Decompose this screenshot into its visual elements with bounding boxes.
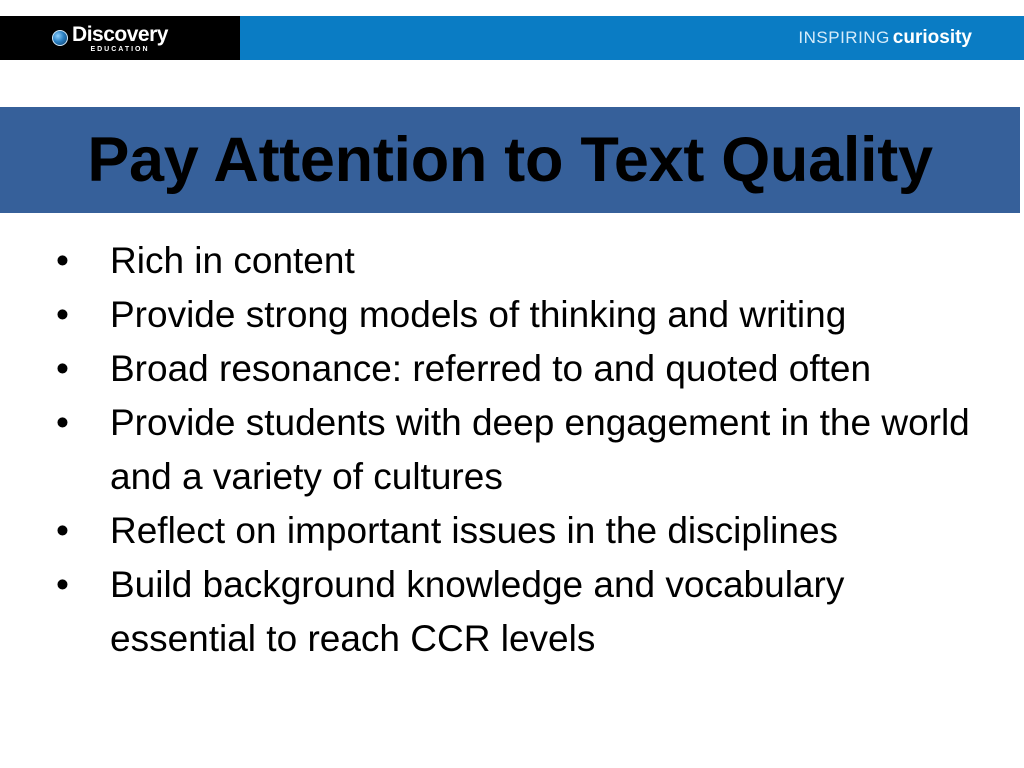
bullet-item: • Build background knowledge and vocabulary essential to reach CCR levels — [56, 558, 986, 666]
top-margin — [0, 0, 1024, 16]
bullet-item: • Rich in content — [56, 234, 986, 288]
bullet-item: • Broad resonance: referred to and quoted often — [56, 342, 986, 396]
tagline-prefix: INSPIRING — [798, 28, 890, 47]
tagline-banner — [240, 16, 1024, 60]
bullet-item: • Provide students with deep engagement in the world and a variety of cultures — [56, 396, 986, 504]
globe-icon — [52, 30, 68, 46]
discovery-education-logo — [0, 16, 240, 60]
logo-sub-text: EDUCATION — [90, 45, 150, 53]
logo-lockup — [52, 24, 168, 53]
title-band — [0, 107, 1020, 213]
logo-text — [72, 24, 168, 53]
tagline-word: curiosity — [892, 27, 972, 48]
logo-main-text: Discovery — [72, 22, 168, 46]
bullet-item: • Provide strong models of thinking and writing — [56, 288, 986, 342]
bullet-list — [56, 234, 986, 666]
bullet-item: • Reflect on important issues in the disciplines — [56, 504, 986, 558]
slide-title: Pay Attention to Text Quality — [87, 125, 933, 195]
header-bar — [0, 16, 1024, 60]
